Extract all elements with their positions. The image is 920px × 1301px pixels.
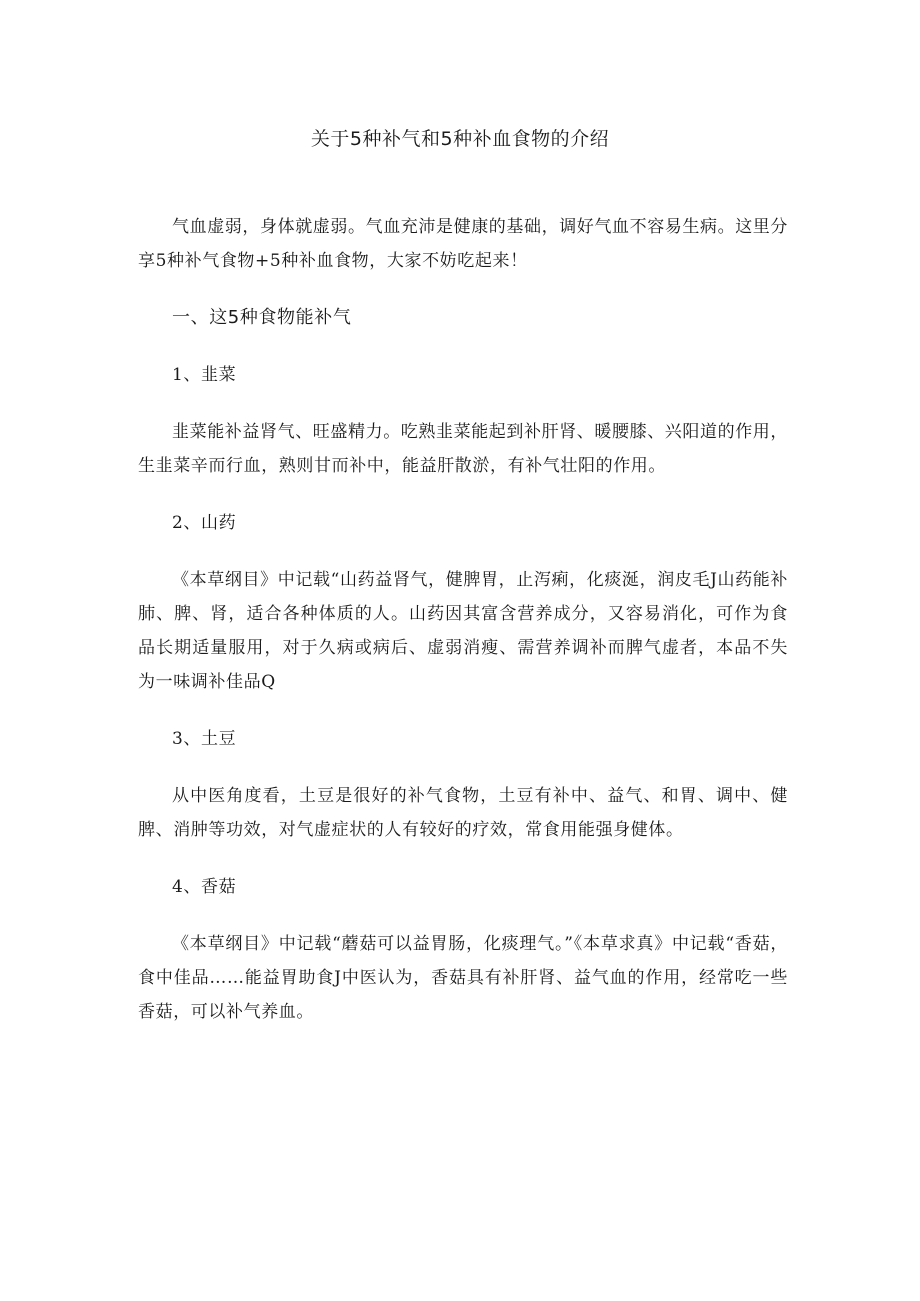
item-heading-leek: 1、韭菜 <box>172 365 237 385</box>
item-heading-potato: 3、土豆 <box>172 729 237 749</box>
item-text-yam: 《本草纲目》中记载“山药益肾气，健脾胃，止泻痢，化痰涎，润皮毛J山药能补肺、脾、肾，适合各种体质的人。山药因其富含营养成分，又容易消化，可作为食品长期适量服用，对于久病或病后、虚弱消瘦、需营养调补而脾气虚者，本品不失为一味调补佳品Q <box>138 570 788 692</box>
intro-paragraph: 气血虚弱，身体就虚弱。气血充沛是健康的基础，调好气血不容易生病。这里分享5种补气食物+5种补血食物，大家不妨吃起来！ <box>138 217 788 271</box>
item-heading-mushroom: 4、香菇 <box>172 877 237 897</box>
section-heading: 一、这5种食物能补气 <box>172 307 352 328</box>
item-text-mushroom: 《本草纲目》中记载“蘑菇可以益胃肠，化痰理气。”《本草求真》中记载“香菇，食中佳品……能益胃助食J中医认为，香菇具有补肝肾、益气血的作用，经常吃一些香菇，可以补气养血。 <box>138 934 788 1022</box>
document-body <box>138 210 788 1052</box>
item-heading-yam: 2、山药 <box>172 513 237 533</box>
item-text-leek: 韭菜能补益肾气、旺盛精力。吃熟韭菜能起到补肝肾、暖腰膝、兴阳道的作用，生韭菜辛而行血，熟则甘而补中，能益肝散淤，有补气壮阳的作用。 <box>138 422 788 476</box>
item-text-potato: 从中医角度看，土豆是很好的补气食物，土豆有补中、益气、和胃、调中、健脾、消肿等功效，对气虚症状的人有较好的疗效，常食用能强身健体。 <box>138 786 788 840</box>
document-title: 关于5种补气和5种补血食物的介绍 <box>310 128 610 150</box>
